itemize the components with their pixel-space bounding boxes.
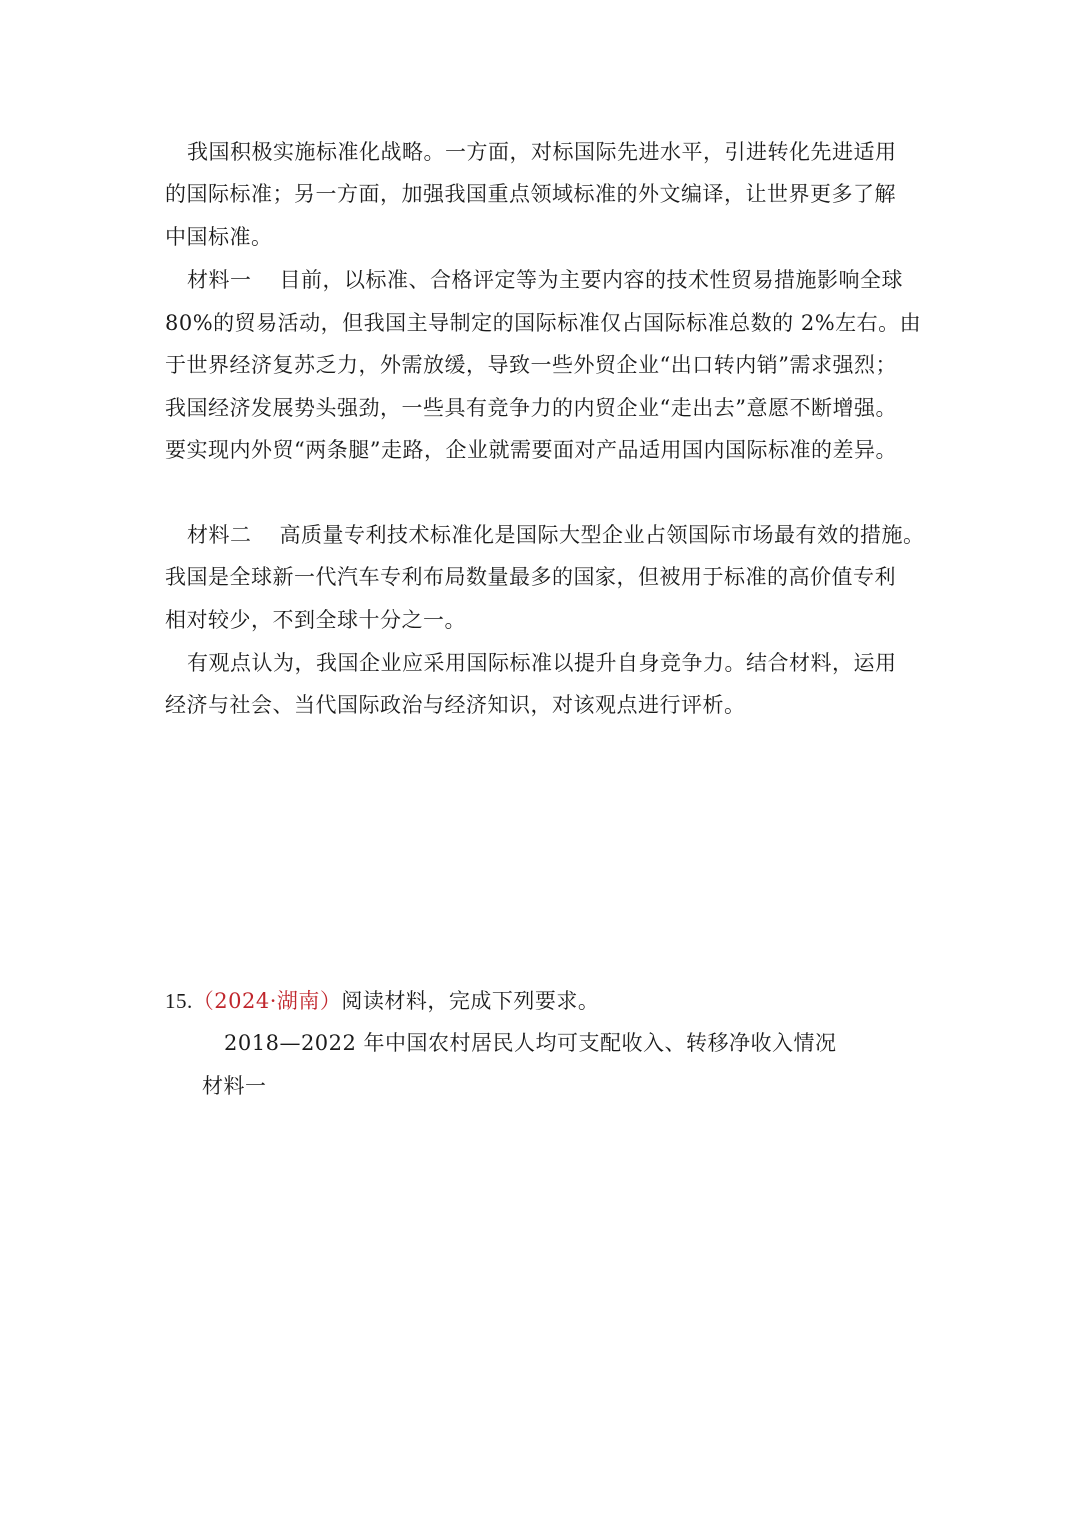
question-line-1: 有观点认为，我国企业应采用国际标准以提升自身竞争力。结合材料，运用: [187, 651, 897, 675]
material2-line-3: 相对较少，不到全球十分之一。: [165, 608, 466, 632]
q15-source: （2024·湖南）: [192, 989, 342, 1013]
material1-line-5: 要实现内外贸“两条腿”走路，企业就需要面对产品适用国内国际标准的差异。: [165, 438, 897, 462]
material1-label: 材料一: [187, 268, 252, 292]
q15-prompt: 阅读材料，完成下列要求。: [341, 989, 600, 1013]
q15-header: [165, 986, 599, 1016]
material1-line-4: 我国经济发展势头强劲，一些具有竞争力的内贸企业“走出去”意愿不断增强。: [165, 396, 897, 420]
material1-line-2: 80%的贸易活动，但我国主导制定的国际标准仅占国际标准总数的 2%左右。由: [165, 311, 922, 335]
material1-line-1: 目前，以标准、合格评定等为主要内容的技术性贸易措施影响全球: [279, 268, 903, 292]
q15-number: 15.: [165, 989, 193, 1013]
material2-label: 材料二: [187, 523, 252, 547]
material1-first-line: [187, 265, 903, 295]
q15-chart-title: 2018—2022 年中国农村居民人均可支配收入、转移净收入情况: [224, 1031, 837, 1055]
question-line-2: 经济与社会、当代国际政治与经济知识，对该观点进行评析。: [165, 693, 746, 717]
intro-line-3: 中国标准。: [165, 225, 273, 249]
material2-first-line: [187, 520, 925, 550]
material1-line-3: 于世界经济复苏乏力，外需放缓，导致一些外贸企业“出口转内销”需求强烈；: [165, 353, 897, 377]
intro-line-2: 的国际标准；另一方面，加强我国重点领域标准的外文编译，让世界更多了解: [165, 182, 896, 206]
intro-line-1: 我国积极实施标准化战略。一方面，对标国际先进水平，引进转化先进适用: [187, 140, 897, 164]
material2-line-2: 我国是全球新一代汽车专利布局数量最多的国家，但被用于标准的高价值专利: [165, 565, 896, 589]
material2-line-1: 高质量专利技术标准化是国际大型企业占领国际市场最有效的措施。: [279, 523, 925, 547]
q15-material-label: 材料一: [202, 1074, 267, 1098]
